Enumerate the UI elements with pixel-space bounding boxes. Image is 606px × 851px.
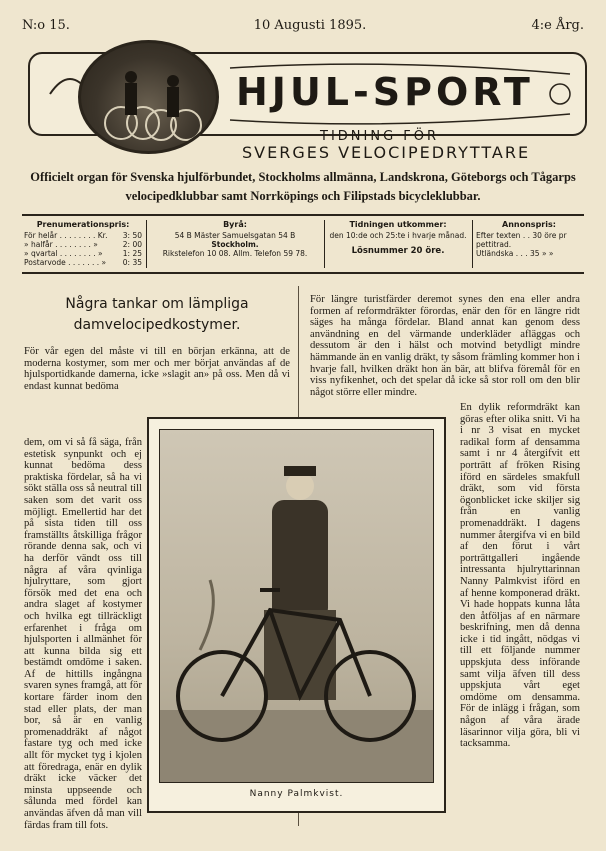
issue-date: 10 Augusti 1895. — [253, 18, 367, 33]
portrait-photo — [159, 429, 434, 783]
office-heading: Byrå: — [223, 220, 247, 229]
woman-with-bicycle-illustration — [160, 430, 433, 782]
schedule-text: den 10:de och 25:te i hvarje månad. — [329, 231, 467, 240]
info-bar — [22, 214, 584, 274]
article-paragraph: dem, om vi så få säga, från estetisk synpunkt och ej kunnat bedöma dess praktiska fördelar, så ha vi sökt ställa oss så neutral till saken som det varit oss möjligt. Emellertid har det på sista tiden till oss framställts åtskilliga frågor rörande denna sak, och vi ha derför vändt oss till några af våra qvinliga hjulryttare, som gjort försök med det ena och andra slaget af kostymer och hvilka egt tillräckligt erfarenhet i fråga om hjulsporten i allmänhet för att kunna bilda sig ett bestämdt omdöme i saken. Af de hittills ingångna svaren synes framgå, att för kortare färder inom den stad eller plats, der man bor, så är en vanlig promenaddräkt af något fastare tyg och med icke allt för mycket tyg i kjolen att föredraga, enär en dylik dräkt icke väcker det minsta uppseende och sålunda med fördel kan användas äfven då man vill färdas fram till fots. — [24, 437, 142, 831]
cyclists-illustration — [81, 43, 216, 151]
ads-row: Utländska . . . 35 » » — [476, 249, 554, 258]
article-paragraph: En dylik reformdräkt kan göras efter olika snitt. Vi ha i nr 3 visat en mycket radikal form af densamma samt i nr 4 återgifvit ett porträtt af fröken Rising iförd en särdeles smakfull dräkt, som vid första ögonblicket icke skiljer sig från en vanlig promenaddräkt. I dagens nummer återgifva vi en bild af den förut i vårt porträttgalleri ingående intressanta hjulryttarinnan Nanny Palmkvist iförd en af henne komponerad dräkt. Vi hade hoppats kunna låta den åtföljas af en närmare beskrifning, men då denna icke i tid ingått, nödgas vi till ett följande nummer uppskjuta dess införande samt vilja äfven till dess uppskjuta vårt eget omdöme om densamma. För de inlägg i frågan, som någon af våra ärade läsarinnor vilja göra, bli vi tacksamma. — [460, 402, 580, 750]
single-issue-price: Lösnummer 20 öre. — [351, 246, 445, 256]
office-phones: Rikstelefon 10 08. Allm. Telefon 59 78. — [162, 249, 308, 258]
office-city: Stockholm. — [211, 240, 259, 249]
subscription-label: Postarvode . . . . . . . » — [24, 258, 107, 267]
subscription-label: » halfår . . . . . . . . » — [24, 240, 98, 249]
article-paragraph: För längre turistfärder deremot synes den ena eller andra formen af reformdräkter förordas, enär den för en längre ridt säges ha många fördelar. Bland annat kan genom dess användning en del värmande underkläder afläggas och dessutom är den i hälst och motvind betydligt mindre hämmande än en vanlig dräkt, ty såsom främling kommer hon i hvarje fall, hvilken dräkt hon än bär, att blifva föremål för en viss nyfikenhet, och det spelar då icke så stor roll om den blir något större eller mindre. — [310, 294, 580, 398]
office-box — [150, 220, 320, 258]
ads-heading: Annonspris: — [502, 220, 556, 229]
subscription-row — [24, 249, 142, 258]
article-paragraph: För vår egen del måste vi till en början erkänna, att de moderna kostymer, som mer och mer börjat användas af de hjulsportidkande damerna, icke »slagit an» på oss. Men då vi endast kunnat bedöma — [24, 346, 290, 392]
subscription-price: 3: 50 — [122, 231, 142, 240]
divider — [324, 220, 325, 268]
office-address: 54 B Mäster Samuelsgatan 54 B — [174, 231, 296, 240]
official-organ-statement: Officielt organ för Svenska hjulförbundet, Stockholms allmänna, Landskrona, Göteborgs och Tågarps velocipedklubbar samt Norrköpings och Filipstads bicycleklubbar. — [30, 170, 576, 203]
subscription-row — [24, 240, 142, 249]
divider — [146, 220, 147, 268]
subscription-price: 0: 35 — [122, 258, 142, 267]
cyclists-vignette — [78, 40, 219, 154]
subscription-price: 2: 00 — [122, 240, 142, 249]
ads-box — [476, 220, 582, 258]
subscription-heading: Prenumerationspris: — [36, 220, 130, 229]
subtitle-line-2: SVERGES VELOCIPEDRYTTARE — [242, 143, 531, 162]
subscription-box — [24, 220, 142, 267]
subscription-label: » qvartal . . . . . . . . » — [24, 249, 103, 258]
portrait-frame — [147, 417, 446, 813]
subscription-row — [24, 231, 142, 240]
schedule-box — [328, 220, 468, 256]
newspaper-title: HJUL-SPORT — [236, 70, 534, 114]
subscription-row — [24, 258, 142, 267]
subtitle-line-1: TIDNING FÖR — [320, 129, 440, 144]
article-title: Några tankar om lämpliga damvelocipedkostymer. — [65, 296, 249, 333]
photo-caption: Nanny Palmkvist. — [249, 789, 344, 799]
issue-number: N:o 15. — [22, 18, 70, 33]
volume-number: 4:e Årg. — [531, 18, 584, 33]
schedule-heading: Tidningen utkommer: — [349, 220, 447, 229]
ads-row: Efter texten . . 30 öre pr pettitrad. — [476, 231, 567, 249]
subscription-price: 1: 25 — [122, 249, 142, 258]
subscription-label: För helår . . . . . . . . Kr. — [24, 231, 108, 240]
divider — [472, 220, 473, 268]
